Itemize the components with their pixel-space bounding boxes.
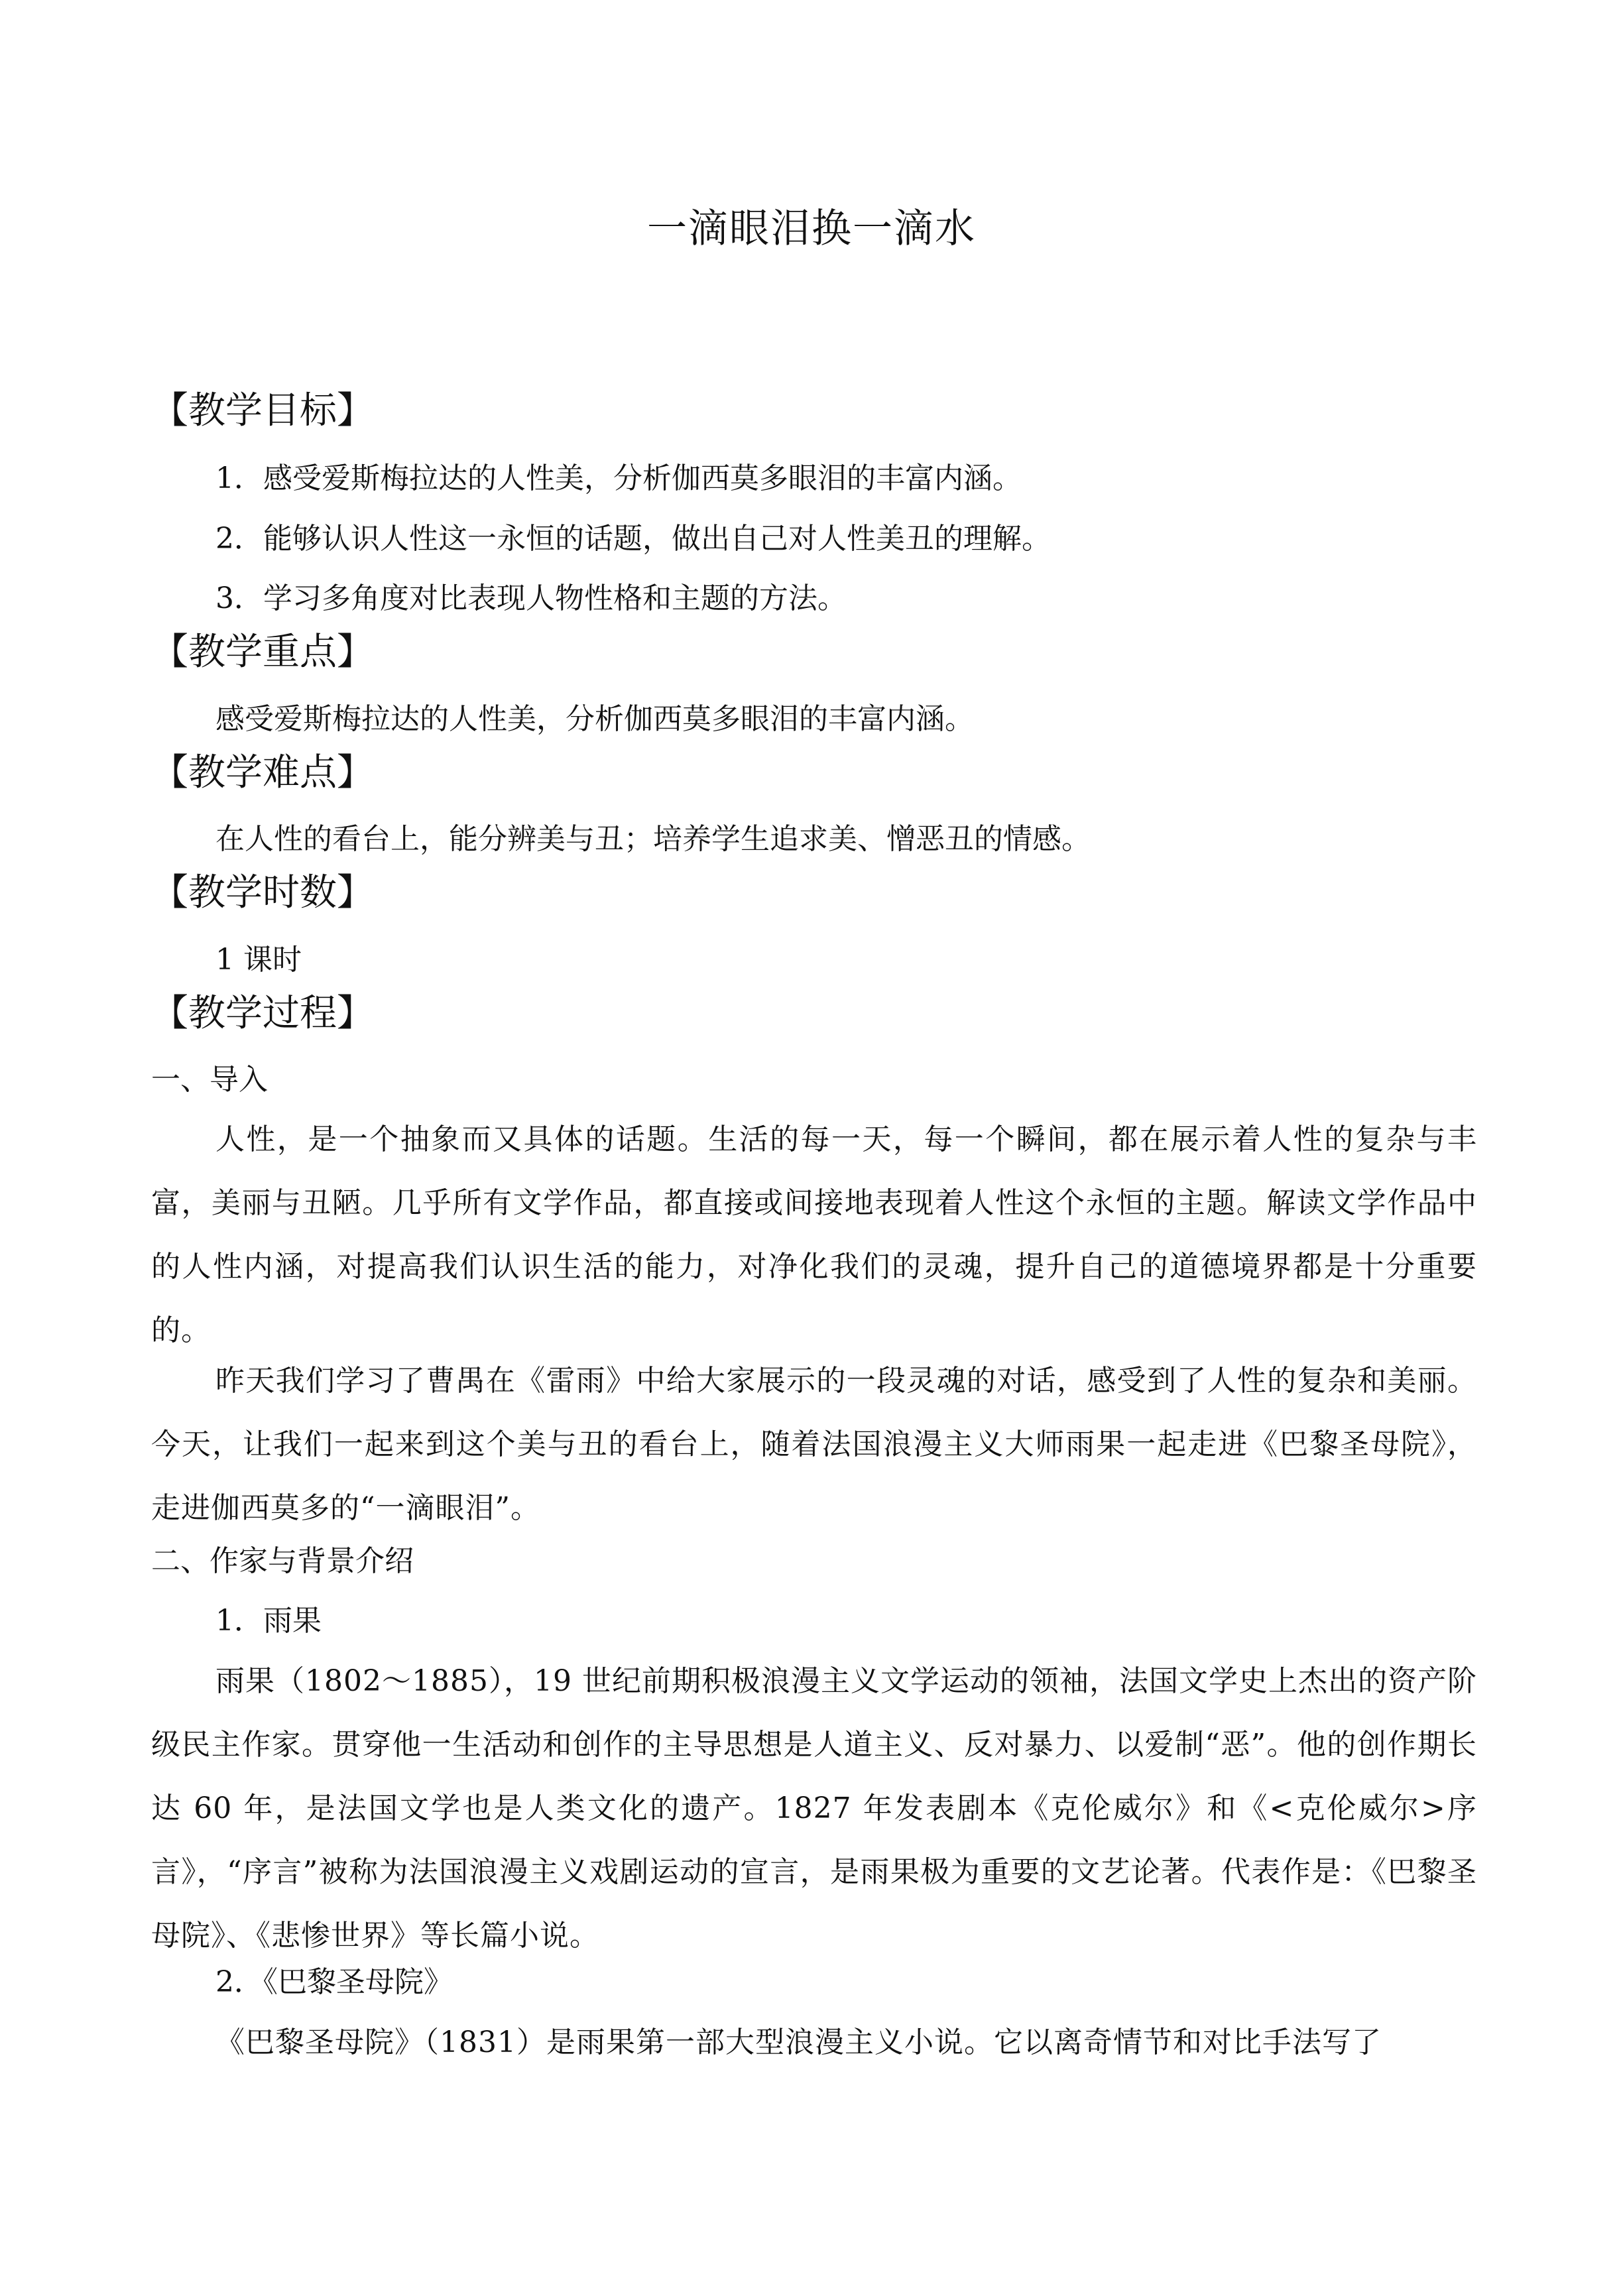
- novel-paragraph: 《巴黎圣母院》（1831）是雨果第一部大型浪漫主义小说。它以离奇情节和对比手法写了: [215, 2025, 1382, 2059]
- key-points-text: 感受爱斯梅拉达的人性美，分析伽西莫多眼泪的丰富内涵。: [215, 702, 974, 736]
- subsection-hugo-title: 1．雨果: [215, 1604, 322, 1638]
- difficulties-text: 在人性的看台上，能分辨美与丑；培养学生追求美、憎恶丑的情感。: [215, 822, 1091, 856]
- hours-heading: 【教学时数】: [151, 871, 374, 914]
- objectives-heading: 【教学目标】: [151, 389, 374, 432]
- section-background-title: 二、作家与背景介绍: [151, 1544, 414, 1578]
- key-points-heading: 【教学重点】: [151, 631, 374, 674]
- hours-text: 1 课时: [215, 943, 302, 977]
- hugo-paragraph: 雨果（1802～1885），19 世纪前期积极浪漫主义文学运动的领袖，法国文学史上杰出的资产阶级民主作家。贯穿他一生活动和创作的主导思想是人道主义、反对暴力、以爱制“恶”。他的创作期长达 60 年，是法国文学也是人类文化的遗产。1827 年发表剧本《克伦威尔》和《<克伦威尔>序言》，“序言”被称为法国浪漫主义戏剧运动的宣言，是雨果极为重要的文艺论著。代表作是：《巴黎圣母院》、《悲惨世界》等长篇小说。: [151, 1664, 1477, 1953]
- document-title: 一滴眼泪换一滴水: [647, 206, 976, 252]
- objective-item-3: 3．学习多角度对比表现人物性格和主题的方法。: [215, 581, 847, 615]
- objective-item-2: 2．能够认识人性这一永恒的话题，做出自己对人性美丑的理解。: [215, 522, 1051, 556]
- section-intro-title: 一、导入: [151, 1063, 268, 1097]
- intro-paragraph-1: 人性，是一个抽象而又具体的话题。生活的每一天，每一个瞬间，都在展示着人性的复杂与丰富，美丽与丑陋。几乎所有文学作品，都直接或间接地表现着人性这个永恒的主题。解读文学作品中的人性内涵，对提高我们认识生活的能力，对净化我们的灵魂，提升自己的道德境界都是十分重要的。: [151, 1122, 1477, 1347]
- intro-paragraph-2: 昨天我们学习了曹禺在《雷雨》中给大家展示的一段灵魂的对话，感受到了人性的复杂和美丽。今天，让我们一起来到这个美与丑的看台上，随着法国浪漫主义大师雨果一起走进《巴黎圣母院》，走进伽西莫多的“一滴眼泪”。: [151, 1364, 1477, 1525]
- difficulties-heading: 【教学难点】: [151, 751, 374, 794]
- subsection-novel-title: 2．《巴黎圣母院》: [215, 1965, 453, 1999]
- objective-item-1: 1．感受爱斯梅拉达的人性美，分析伽西莫多眼泪的丰富内涵。: [215, 461, 1022, 495]
- process-heading: 【教学过程】: [151, 992, 374, 1035]
